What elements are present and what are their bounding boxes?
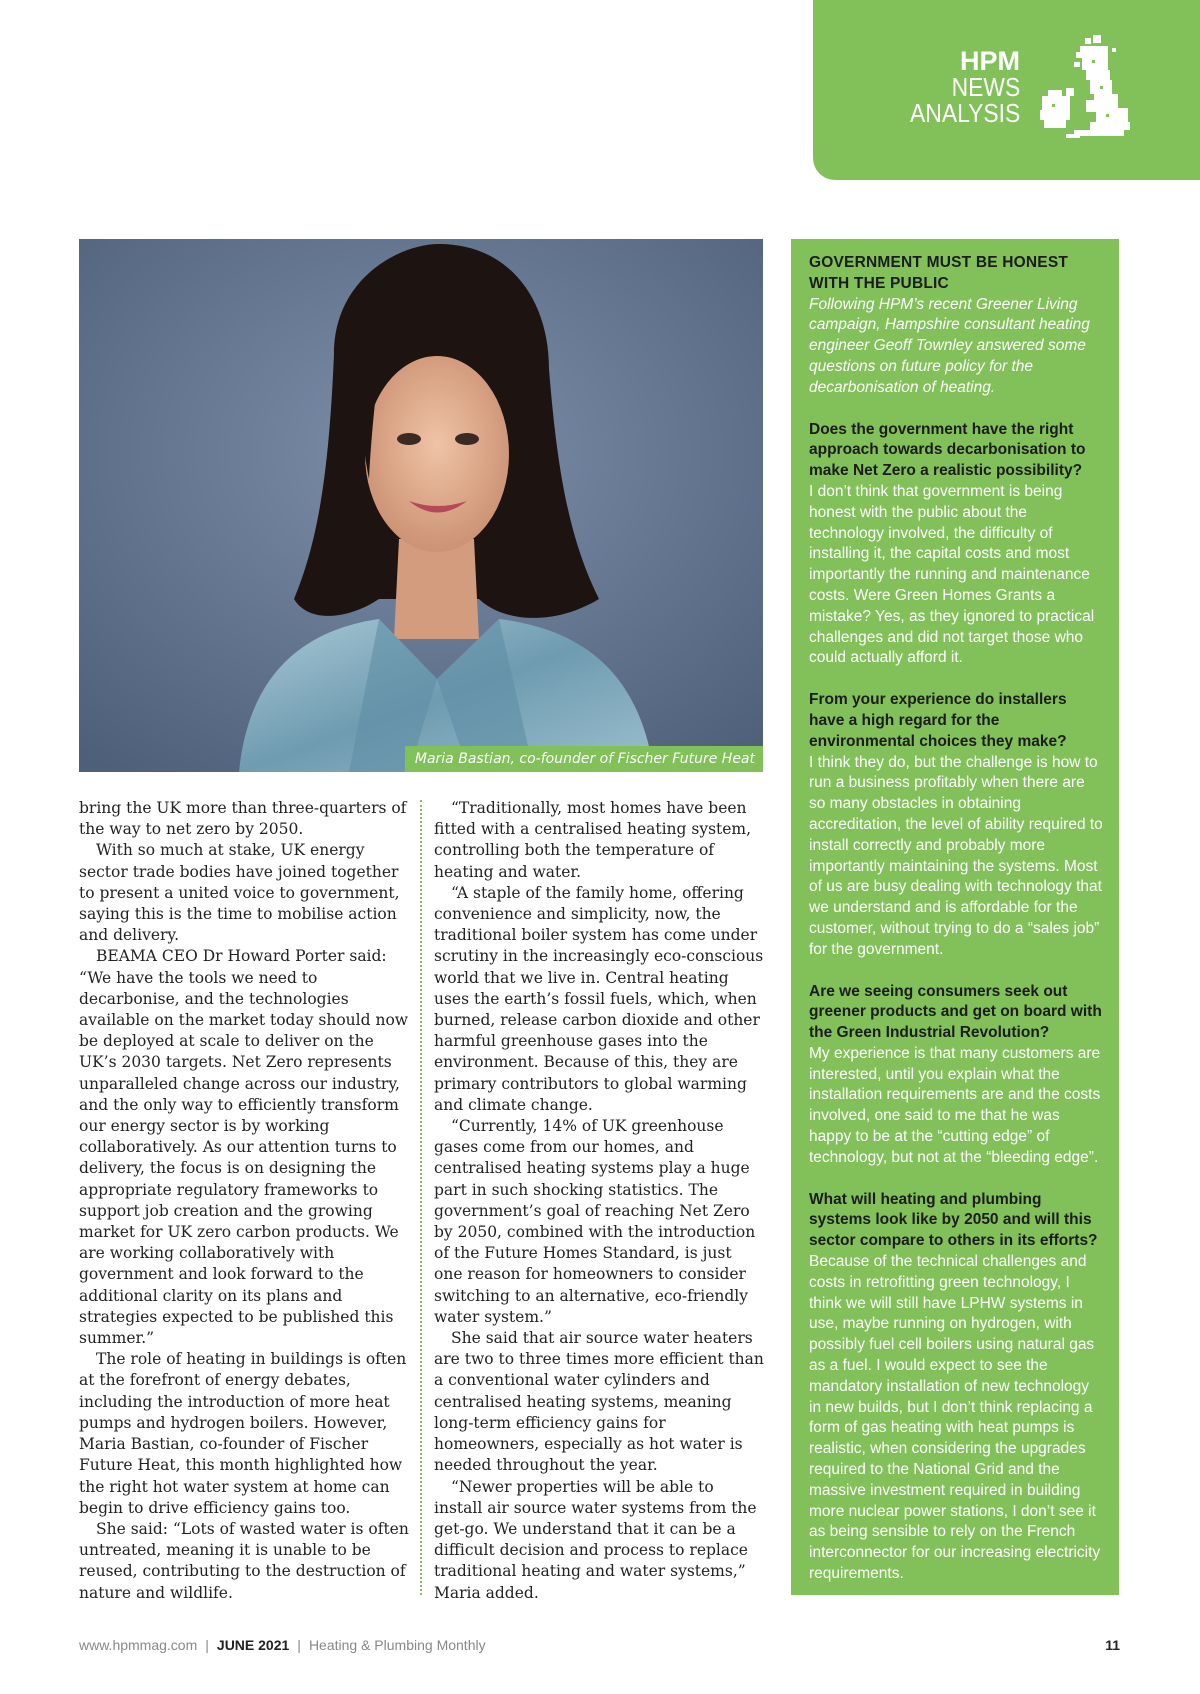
paragraph: She said that air source water heaters are two to three times more efficient than a conventional water cylinders and centralised heating systems, meaning long-term efficiency gains for homeowners, especially as hot water is needed throughout the year. bbox=[434, 1329, 764, 1475]
sidebar-answer: I don’t think that government is being honest with the public about the technology involved, the difficulty of installing it, the capital costs and most importantly the running and maintenance costs. Were Green Homes Grants a mistake? Yes, as they ignored to practical challenges and did not target those who could actually afford it. bbox=[809, 482, 1095, 667]
paragraph: “Traditionally, most homes have been fitted with a centralised heating system, controlling both the temperature of heating and water. bbox=[434, 799, 752, 881]
article-column-1 bbox=[79, 798, 411, 1604]
footer-separator: | bbox=[297, 1637, 301, 1653]
paragraph: She said: “Lots of wasted water is often untreated, meaning it is unable to be reused, contributing to the destruction of nature and wildlife. bbox=[79, 1519, 409, 1602]
news-label: NEWS bbox=[951, 72, 1020, 102]
sidebar-answer: My experience is that many customers are interested, until you explain what the installation requirements are and the costs involved, one said to me that he was happy to be at the “cutting edge” of technology, but not at the “bleeding edge”. bbox=[809, 1044, 1101, 1166]
brand-label: HPM bbox=[960, 46, 1020, 76]
sidebar-answer: Because of the technical challenges and costs in retrofitting green technology, I think we will still have LPHW systems in use, maybe running on hydrogen, with possibly fuel cell boilers using natural gas as a fuel. I would expect to see the mandatory installation of new technology in new builds, but I don’t think replacing a form of gas heating with heat pumps is realistic, when considering the upgrades required to the National Grid and the massive investment required in building more nuclear power stations, I don’t see it as being sensible to rely on the French interconnector for our increasing electricity requirements. bbox=[809, 1253, 1101, 1583]
paragraph: With so much at stake, UK energy sector trade bodies have joined together to present a united voice to government, saying this is the time to mobilise action and delivery. bbox=[79, 841, 400, 945]
uk-map-icon bbox=[1030, 30, 1150, 150]
paragraph: bring the UK more than three-quarters of the way to net zero by 2050. bbox=[79, 799, 407, 839]
sidebar-title: GOVERNMENT MUST BE HONEST WITH THE PUBLIC bbox=[809, 254, 1069, 292]
paragraph: The role of heating in buildings is often at the forefront of energy debates, including the introduction of more heat pumps and hydrogen boilers. However, Maria Bastian, co-founder of Fischer Future Heat, this month highlighted how the right hot water system at home can begin to drive efficiency gains too. bbox=[79, 1350, 407, 1517]
paragraph: “Currently, 14% of UK greenhouse gases come from our homes, and centralised heating systems play a huge part in such shocking statistics. The government’s goal of reaching Net Zero by 2050, combined with the introduction of the Future Homes Standard, is just one reason for homeowners to consider switching to an alternative, eco-friendly water system.” bbox=[434, 1117, 756, 1326]
sidebar-question: From your experience do installers have a high regard for the environmental choices they make? bbox=[809, 691, 1067, 750]
footer-separator: | bbox=[205, 1637, 209, 1653]
sidebar-question: What will heating and plumbing systems look like by 2050 and will this sector compare to others in its efforts? bbox=[809, 1190, 1098, 1250]
interview-sidebar bbox=[791, 239, 1119, 1595]
analysis-label: ANALYSIS bbox=[909, 98, 1020, 128]
sidebar-question: Does the government have the right approach towards decarbonisation to make Net Zero a realistic possibility? bbox=[809, 420, 1086, 480]
sidebar-question: Are we seeing consumers seek out greener products and get on board with the Green Industrial Revolution? bbox=[809, 982, 1102, 1042]
paragraph: BEAMA CEO Dr Howard Porter said: “We have the tools we need to decarbonise, and the technologies available on the market today should now be deployed at scale to deliver on the UK’s 2030 targets. Net Zero represents unparalleled change across our industry, and the only way to efficiently transform our energy sector is by working collaboratively. As our attention turns to delivery, the focus is on designing the appropriate regulatory frameworks to support job creation and the growing market for UK zero carbon products. We are working collaboratively with government and look forward to the additional clarity on its plans and strategies expected to be published this summer.” bbox=[79, 947, 409, 1348]
page-number: 11 bbox=[1105, 1637, 1120, 1653]
paragraph: “A staple of the family home, offering convenience and simplicity, now, the traditional boiler system has come under scrutiny in the increasingly eco-conscious world that we live in. Central heating uses the earth’s fossil fuels, which, when burned, release carbon dioxide and other harmful greenhouse gases into the environment. Because of this, they are primary contributors to global warming and climate change. bbox=[434, 883, 764, 1114]
footer-publication: Heating & Plumbing Monthly bbox=[308, 1637, 486, 1653]
photo-caption: Maria Bastian, co-founder of Fischer Future Heat bbox=[405, 746, 763, 772]
section-label bbox=[895, 48, 1020, 126]
portrait-image bbox=[79, 239, 763, 772]
sidebar-intro: Following HPM’s recent Greener Living campaign, Hampshire consultant heating engineer Geoff Townley answered some questions on future policy for the decarbonisation of heating. bbox=[809, 295, 1090, 396]
column-divider bbox=[420, 800, 422, 1595]
paragraph: “Newer properties will be able to install air source water systems from the get-go. We understand that it can be a difficult decision and process to replace traditional heating and water systems,” Maria added. bbox=[434, 1477, 757, 1602]
footer-url[interactable]: www.hpmmag.com bbox=[79, 1637, 198, 1653]
page-footer bbox=[79, 1637, 1120, 1657]
portrait-photo bbox=[79, 239, 763, 772]
footer-issue: JUNE 2021 bbox=[216, 1637, 290, 1653]
sidebar-answer: I think they do, but the challenge is how to run a business profitably when there are so many obstacles in obtaining accreditation, the level of ability required to install correctly and probably more importantly maintaining the systems. Most of us are busy dealing with technology that we understand and is affordable for the customer, without trying to do a “sales job” for the government. bbox=[809, 753, 1103, 958]
article-column-2 bbox=[434, 798, 764, 1604]
